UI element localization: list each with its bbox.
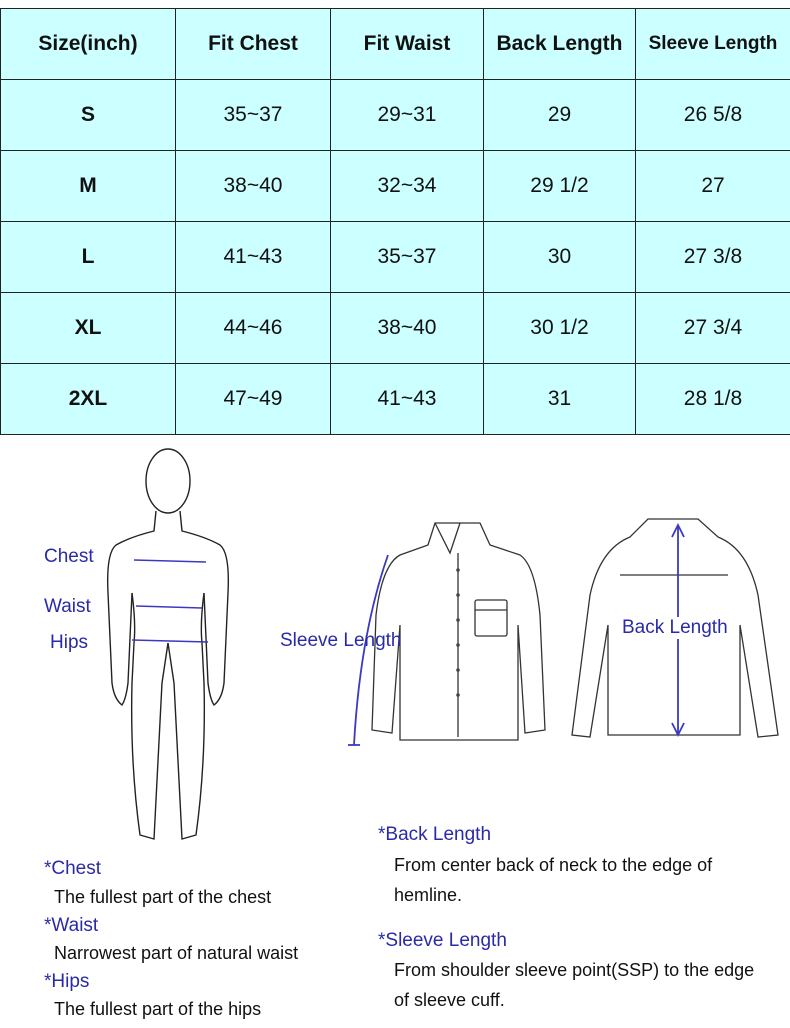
chest-cell: 35~37 xyxy=(176,80,331,151)
note-sleeve-length-title: *Sleeve Length xyxy=(378,930,507,951)
note-waist-title: *Waist xyxy=(44,915,99,936)
hips-label: Hips xyxy=(50,632,89,653)
back-length-label: Back Length xyxy=(622,617,728,638)
sleeve-length-cell: 26 5/8 xyxy=(636,80,790,151)
back-length-cell: 29 xyxy=(484,80,636,151)
note-chest-title: *Chest xyxy=(44,858,102,879)
header-back-length: Back Length xyxy=(484,9,636,80)
table-header-row xyxy=(1,9,790,80)
note-hips-text: The fullest part of the hips xyxy=(54,999,262,1019)
note-back-length-line2: hemline. xyxy=(394,885,463,905)
size-chart-table xyxy=(0,8,790,435)
size-cell: M xyxy=(1,151,176,222)
size-cell: XL xyxy=(1,293,176,364)
back-length-cell: 30 1/2 xyxy=(484,293,636,364)
header-fit-chest: Fit Chest xyxy=(176,9,331,80)
chest-cell: 38~40 xyxy=(176,151,331,222)
size-cell: L xyxy=(1,222,176,293)
chest-cell: 47~49 xyxy=(176,364,331,435)
note-sleeve-length-line2: of sleeve cuff. xyxy=(394,990,505,1010)
note-chest-text: The fullest part of the chest xyxy=(54,887,272,907)
waist-cell: 38~40 xyxy=(331,293,484,364)
size-cell: 2XL xyxy=(1,364,176,435)
waist-cell: 41~43 xyxy=(331,364,484,435)
chest-label: Chest xyxy=(44,546,94,567)
note-back-length-line1: From center back of neck to the edge of xyxy=(394,855,713,875)
note-back-length-title: *Back Length xyxy=(378,824,492,845)
sleeve-length-cell: 27 3/4 xyxy=(636,293,790,364)
note-waist-text: Narrowest part of natural waist xyxy=(54,943,299,963)
sleeve-length-cell: 27 xyxy=(636,151,790,222)
back-length-cell: 30 xyxy=(484,222,636,293)
sleeve-length-label: Sleeve Length xyxy=(280,630,402,651)
sleeve-length-cell: 27 3/8 xyxy=(636,222,790,293)
table-row xyxy=(1,364,790,435)
size-cell: S xyxy=(1,80,176,151)
waist-cell: 29~31 xyxy=(331,80,484,151)
back-length-cell: 29 1/2 xyxy=(484,151,636,222)
chest-cell: 41~43 xyxy=(176,222,331,293)
table-row xyxy=(1,222,790,293)
sleeve-length-cell: 28 1/8 xyxy=(636,364,790,435)
waist-cell: 35~37 xyxy=(331,222,484,293)
header-size: Size(inch) xyxy=(1,9,176,80)
back-length-cell: 31 xyxy=(484,364,636,435)
chest-cell: 44~46 xyxy=(176,293,331,364)
waist-cell: 32~34 xyxy=(331,151,484,222)
table-row xyxy=(1,80,790,151)
table-row xyxy=(1,151,790,222)
header-sleeve-length: Sleeve Length xyxy=(636,9,790,80)
body-figure-illustration xyxy=(90,443,270,853)
header-fit-waist: Fit Waist xyxy=(331,9,484,80)
waist-label: Waist xyxy=(44,596,91,617)
note-sleeve-length-line1: From shoulder sleeve point(SSP) to the edge xyxy=(394,960,755,980)
note-hips-title: *Hips xyxy=(44,971,90,992)
table-row xyxy=(1,293,790,364)
